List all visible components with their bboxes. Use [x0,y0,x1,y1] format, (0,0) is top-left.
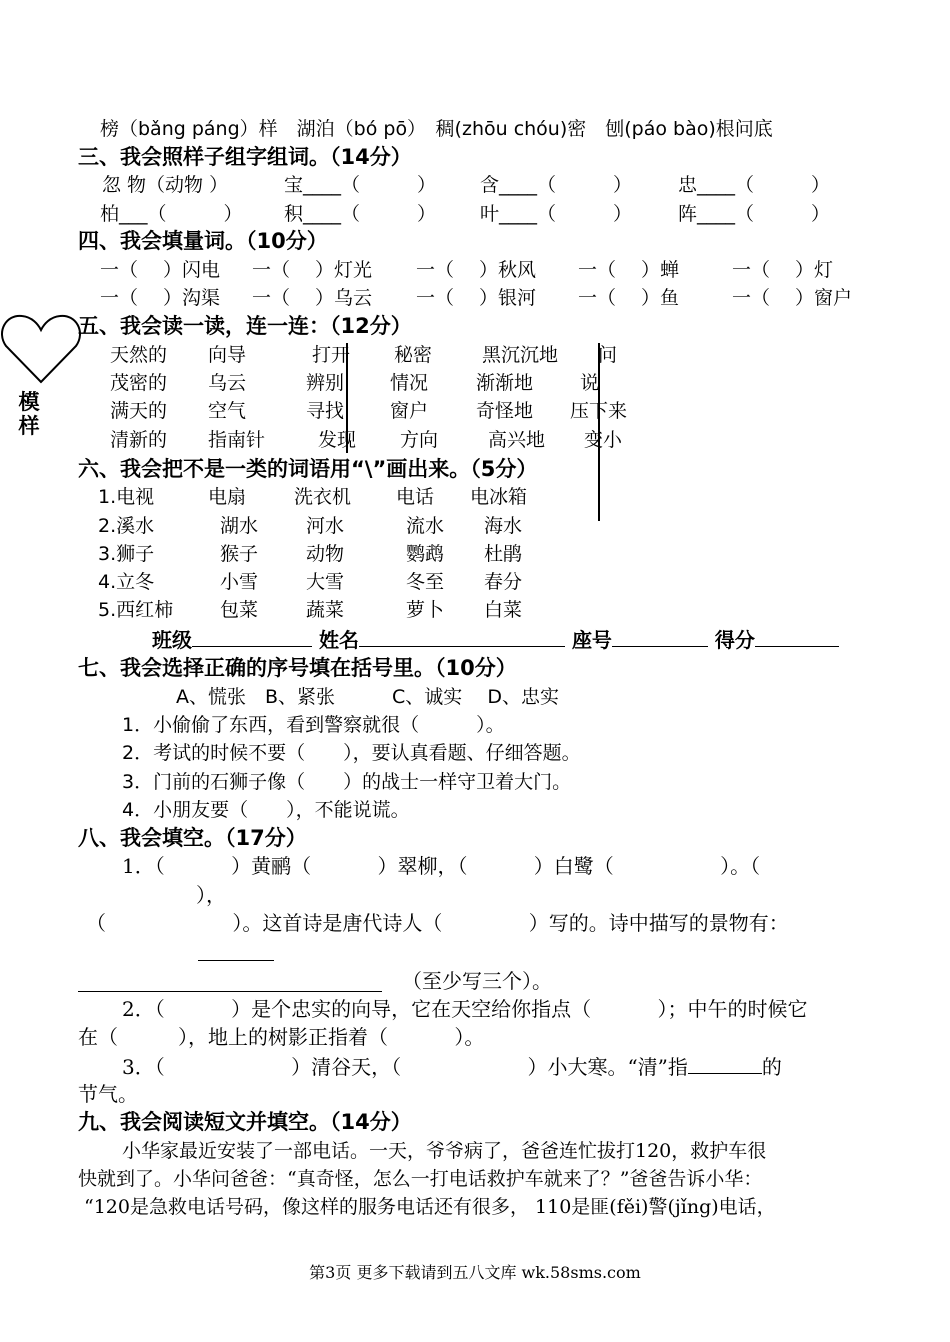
section-8-line-7: 节气。 [78,1082,138,1106]
match-word: 辨别 [306,372,345,394]
group-word: 杜鹃 [484,543,523,565]
section-8-line-2: （ ）。这首诗是唐代诗人（ ）写的。诗中描写的景物有： [86,911,789,935]
section-5-title: 五、我会读一读，连一连：（12分） [78,314,412,338]
match-word: 满天的 [110,400,168,422]
group-word: 电扇 [208,486,247,508]
group-word: 小雪 [220,571,259,593]
section-9-title: 九、我会阅读短文并填空。（14分） [78,1110,412,1134]
match-word: 方向 [400,429,439,451]
group-word: 电话 [396,486,435,508]
seat-blank[interactable] [612,626,708,647]
group-word: 2.溪水 [98,515,155,537]
section-9-para-2: 快就到了。小华问爸爸：“真奇怪，怎么一打电话救护车就来了？”爸爸告诉小华： [78,1168,763,1190]
measure-item: 一（ ）闪电 [100,259,221,281]
group-word: 海水 [484,515,523,537]
section-4-title: 四、我会填量词。（10分） [78,229,328,253]
match-word: 寻找 [306,400,345,422]
student-info-line [152,626,839,653]
match-word: 渐渐地 [476,372,534,394]
group-word: 电冰箱 [470,486,528,508]
answer-blank[interactable] [688,1053,762,1074]
section-3-row-2 [0,201,950,227]
side-label: 模样 [18,390,40,438]
section-3-title: 三、我会照样子组字组词。（14分） [78,145,412,169]
section-6-title: 六、我会把不是一类的词语用“\”画出来。（5分） [78,457,538,481]
match-word: 茂密的 [110,372,168,394]
score-label: 得分 [714,628,755,652]
group-word: 动物 [306,543,345,565]
match-word: 向导 [208,344,247,366]
match-word: 黑沉沉地 [482,344,559,366]
class-label: 班级 [152,628,192,652]
section-8-title: 八、我会填空。（17分） [78,826,307,850]
group-word: 4.立冬 [98,571,155,593]
section-5-row-2 [0,370,950,396]
section-6-row-1 [0,484,950,510]
match-word: 窗户 [390,400,429,422]
seat-label: 座号 [571,628,612,652]
section-7-options: A、慌张 B、紧张 C、诚实 D、忠实 [176,686,559,708]
name-blank[interactable] [359,626,565,647]
word-item: 阵____（ ） [678,203,831,225]
match-word: 说 [580,372,600,394]
word-item: 含____（ ） [480,174,633,196]
section-3-row-1 [0,172,950,198]
measure-item: 一（ ）蝉 [578,259,680,281]
line-6-text: 3．（ ）清谷天，（ ）小大寒。“清”指 [122,1055,688,1079]
group-word: 5.西红柿 [98,599,174,621]
word-item: 叶____（ ） [480,203,633,225]
page-footer: 第3页 更多下载请到五八文库 wk.58sms.com [309,1263,641,1282]
section-8-line-6 [122,1053,782,1080]
word-item: 柏___（ ） [100,203,243,225]
section-5-row-3 [0,398,950,424]
section-8-line-4: 2．（ ）是个忠实的向导，它在天空给你指点（ ）；中午的时候它 [122,997,808,1021]
answer-blank[interactable] [198,960,274,961]
section-7-title: 七、我会选择正确的序号填在括号里。（10分） [78,656,517,680]
section-4-row-2 [0,285,950,311]
section-8-line-5: 在（ ），地上的树影正指着（ ）。 [78,1025,485,1049]
word-item: 宝____（ ） [284,174,437,196]
measure-item: 一（ ）银河 [416,287,537,309]
measure-item: 一（ ）窗户 [732,287,853,309]
match-word: 乌云 [208,372,247,394]
section-8-line-1b: ）， [196,883,226,907]
word-item: 忽 物（动物 ） [102,174,229,196]
section-7-item-3: 3．门前的石狮子像（ ）的战士一样守卫着大门。 [122,771,572,793]
pinyin-line: 榜（bǎng páng）样 湖泊（bó pō） 稠(zhōu chóu)密 刨(páo bào)根问底 [100,118,773,140]
match-word: 奇怪地 [476,400,534,422]
match-word: 变小 [584,429,623,451]
answer-blank[interactable] [78,991,382,992]
group-word: 大雪 [306,571,345,593]
measure-item: 一（ ）乌云 [252,287,373,309]
section-7-item-1: 1．小偷偷了东西，看到警察就很（ ）。 [122,714,505,736]
section-4-row-1 [0,257,950,283]
name-label: 姓名 [318,628,359,652]
match-word: 问 [598,344,618,366]
section-6-row-4 [0,569,950,595]
group-word: 冬至 [406,571,445,593]
group-word: 萝卜 [406,599,445,621]
group-word: 猴子 [220,543,259,565]
match-word: 天然的 [110,344,168,366]
group-word: 蔬菜 [306,599,345,621]
match-word: 发现 [318,429,357,451]
match-word: 指南针 [208,429,266,451]
group-word: 3.狮子 [98,543,155,565]
word-item: 忠____（ ） [678,174,831,196]
match-word: 秘密 [394,344,433,366]
group-word: 春分 [484,571,523,593]
word-item: 积____（ ） [284,203,437,225]
match-word: 高兴地 [488,429,546,451]
group-word: 湖水 [220,515,259,537]
cut-line [346,343,348,453]
section-7-item-4: 4．小朋友要（ ），不能说谎。 [122,799,410,821]
measure-item: 一（ ）沟渠 [100,287,221,309]
measure-item: 一（ ）秋风 [416,259,537,281]
match-word: 清新的 [110,429,168,451]
group-word: 包菜 [220,599,259,621]
section-8-line-1: 1．（ ）黄鹂（ ）翠柳，（ ）白鹭（ ）。（ [122,854,761,878]
measure-item: 一（ ）灯 [732,259,834,281]
section-9-para-3: “120是急救电话号码，像这样的服务电话还有很多， 110是匪(fěi)警(jǐng)电话， [84,1196,776,1218]
group-word: 鹦鹉 [406,543,445,565]
section-6-row-5 [0,597,950,623]
score-blank[interactable] [755,626,839,647]
class-blank[interactable] [192,626,312,647]
measure-item: 一（ ）灯光 [252,259,373,281]
match-word: 空气 [208,400,247,422]
measure-item: 一（ ）鱼 [578,287,680,309]
section-5-row-1 [0,342,950,368]
match-word: 压下来 [570,400,628,422]
group-word: 流水 [406,515,445,537]
section-5-row-4 [0,427,950,453]
match-word: 打开 [312,344,351,366]
match-word: 情况 [390,372,429,394]
section-8-line-3: （至少写三个）。 [402,969,552,993]
group-word: 河水 [306,515,345,537]
group-word: 1.电视 [98,486,155,508]
section-6-row-2 [0,513,950,539]
section-9-para-1: 小华家最近安装了一部电话。一天，爷爷病了，爸爸连忙拔打120，救护车很 [122,1140,767,1162]
section-7-item-2: 2．考试的时候不要（ ），要认真看题、仔细答题。 [122,742,581,764]
section-6-row-3 [0,541,950,567]
group-word: 白菜 [484,599,523,621]
line-6-end: 的 [761,1055,782,1079]
group-word: 洗衣机 [294,486,352,508]
